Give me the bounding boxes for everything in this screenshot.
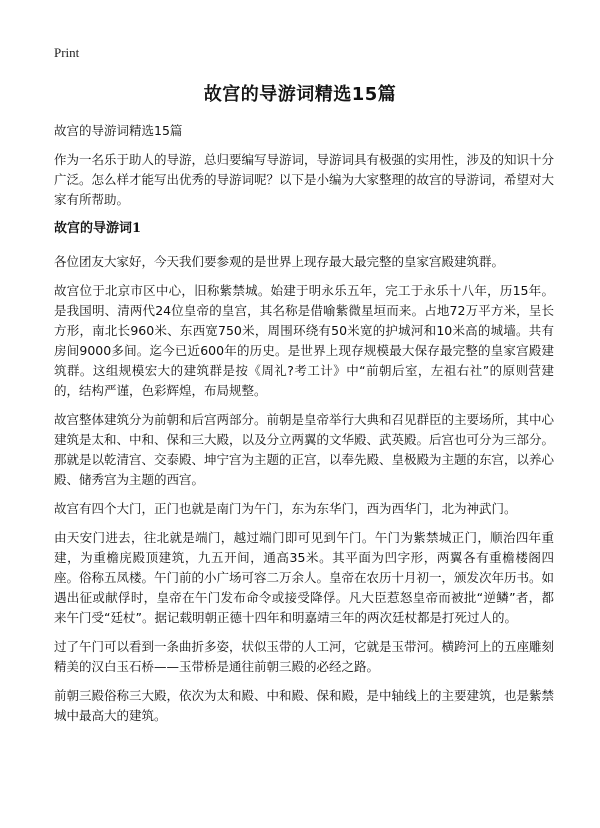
print-link[interactable]: Print [54, 45, 80, 60]
document-body [54, 150, 554, 735]
body-paragraph: 过了午门可以看到一条曲折多姿，状似玉带的人工河，它就是玉带河。横跨河上的五座雕刻精美的汉白玉石桥——玉带桥是通往前朝三殿的必经之路。 [54, 639, 555, 674]
body-paragraph: 各位团友大家好，今天我们要参观的是世界上现存最大最完整的皇家宫殿建筑群。 [54, 254, 505, 269]
page-title: 故宫的导游词精选15篇 [203, 84, 397, 105]
document-subtitle: 故宫的导游词精选15篇 [54, 123, 183, 138]
body-paragraph: 故宫位于北京市区中心，旧称紫禁城。始建于明永乐五年，完工于永乐十八年，历15年。是我国明、清两代24位皇帝的皇宫，其名称是借喻紫微星垣而来。占地72万平方米，呈长方形，南北长960米、东西宽750米，周围环绕有50米宽的护城河和10米高的城墙。共有房间9000多间。迄今已近600年的历史。是世界上现存规模最大保存最完整的皇家宫殿建筑群。这组规模宏大的建筑群是按《周礼?考工计》中“前朝后室，左祖右社”的原则营建的，结构严谨，色彩辉煌，布局规整。 [54, 283, 554, 398]
body-paragraph: 故宫有四个大门，正门也就是南门为午门，东为东华门，西为西华门，北为神武门。 [54, 501, 517, 516]
body-paragraph: 前朝三殿俗称三大殿，依次为太和殿、中和殿、保和殿，是中轴线上的主要建筑，也是紫禁城中最高大的建筑。 [54, 688, 555, 723]
intro-paragraph: 作为一名乐于助人的导游，总归要编写导游词，导游词具有极强的实用性，涉及的知识十分广泛。怎么样才能写出优秀的导游词呢？以下是小编为大家整理的故宫的导游词，希望对大家有所帮助。 [54, 152, 555, 207]
body-paragraph: 故宫整体建筑分为前朝和后宫两部分。前朝是皇帝举行大典和召见群臣的主要场所，其中心建筑是太和、中和、保和三大殿，以及分立两翼的文华殿、武英殿。后宫也可分为三部分。那就是以乾清宫、交泰殿、坤宁宫为主题的正宫，以奉先殿、皇极殿为主题的东宫，以养心殿、储秀宫为主题的西宫。 [54, 412, 555, 487]
body-paragraph: 由天安门进去，往北就是端门，越过端门即可见到午门。午门为紫禁城正门，顺治四年重建，为重檐庑殿顶建筑，九五开间，通高35米。其平面为凹字形，两翼各有重檐楼阁四座。俗称五凤楼。午门前的小广场可容二万余人。皇帝在农历十月初一，颁发次年历书。如遇出征或献俘时，皇帝在午门发布命令或接受降俘。凡大臣惹怒皇帝而被批“逆鳞”者，都来午门受“廷杖”。据记载明朝正德十四年和明嘉靖三年的两次廷杖都是打死过人的。 [54, 530, 555, 625]
section-heading: 故宫的导游词1 [54, 221, 142, 236]
